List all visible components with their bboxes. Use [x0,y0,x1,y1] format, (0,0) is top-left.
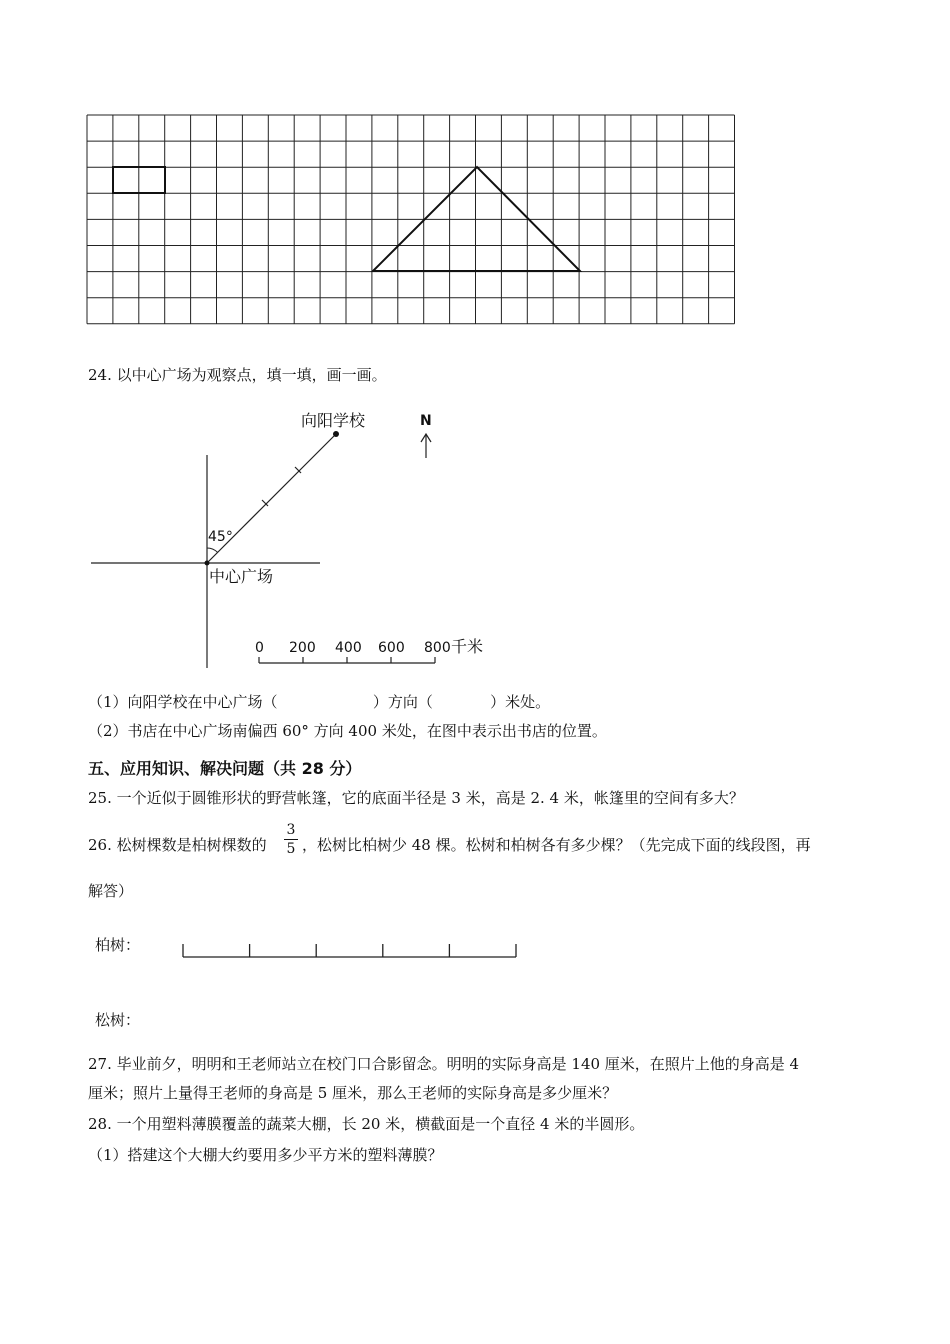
scale-tick-label: 800 [424,640,451,656]
fraction-denominator: 5 [286,841,296,857]
angle-label: 45° [208,529,233,545]
fraction-numerator: 3 [286,822,296,838]
direction-diagram [88,400,508,670]
center-label: 中心广场 [209,567,274,586]
q28-sub1: （1）搭建这个大棚大约要用多少平方米的塑料薄膜？ [88,1146,443,1164]
scale-tick-label: 400 [335,640,362,656]
grid-lines [87,115,735,324]
fraction [284,822,298,857]
q24-sub2: （2）书店在中心广场南偏西 60° 方向 400 米处，在图中表示出书店的位置。 [88,722,607,740]
q27-line2: 厘米；照片上量得王老师的身高是 5 厘米，那么王老师的实际身高是多少厘米？ [88,1084,618,1102]
school-label: 向阳学校 [301,411,366,430]
q26-text-line2: 解答） [88,882,134,900]
q26-text-after: ，松树比柏树少 48 棵。松树和柏树各有多少棵？（先完成下面的线段图，再 [302,836,811,854]
pine-label: 松树： [95,1011,141,1029]
scale-bar [259,657,435,663]
cypress-label: 柏树： [95,936,141,954]
q24-sub1: （1）向阳学校在中心广场（ ）方向（ ）米处。 [88,693,551,711]
q28-line1: 28. 一个用塑料薄膜覆盖的蔬菜大棚，长 20 米，横截面是一个直径 4 米的半圆形。 [88,1115,645,1133]
scale-tick-label: 200 [289,640,316,656]
scale-tick-label: 600 [378,640,405,656]
q26-text-before: 26. 松树棵数是柏树棵数的 [88,836,267,854]
scale-tick-label: 0 [255,640,264,656]
center-point [205,561,210,566]
scale-unit-label: 千米 [451,637,484,656]
north-label: N [420,413,432,429]
q27-line1: 27. 毕业前夕，明明和王老师站立在校门口合影留念。明明的实际身高是 140 厘米，在照片上他的身高是 4 [88,1055,800,1073]
grid-figure [86,114,738,326]
angle-arc [207,548,218,552]
q24-title: 24. 以中心广场为观察点，填一填，画一画。 [88,366,387,384]
q25-text: 25. 一个近似于圆锥形状的野营帐篷，它的底面半径是 3 米，高是 2. 4 米，帐篷里的空间有多大？ [88,789,744,807]
cypress-segment-diagram [180,940,522,962]
section-title: 五、应用知识、解决问题（共 28 分） [88,759,362,778]
school-point [333,431,339,437]
